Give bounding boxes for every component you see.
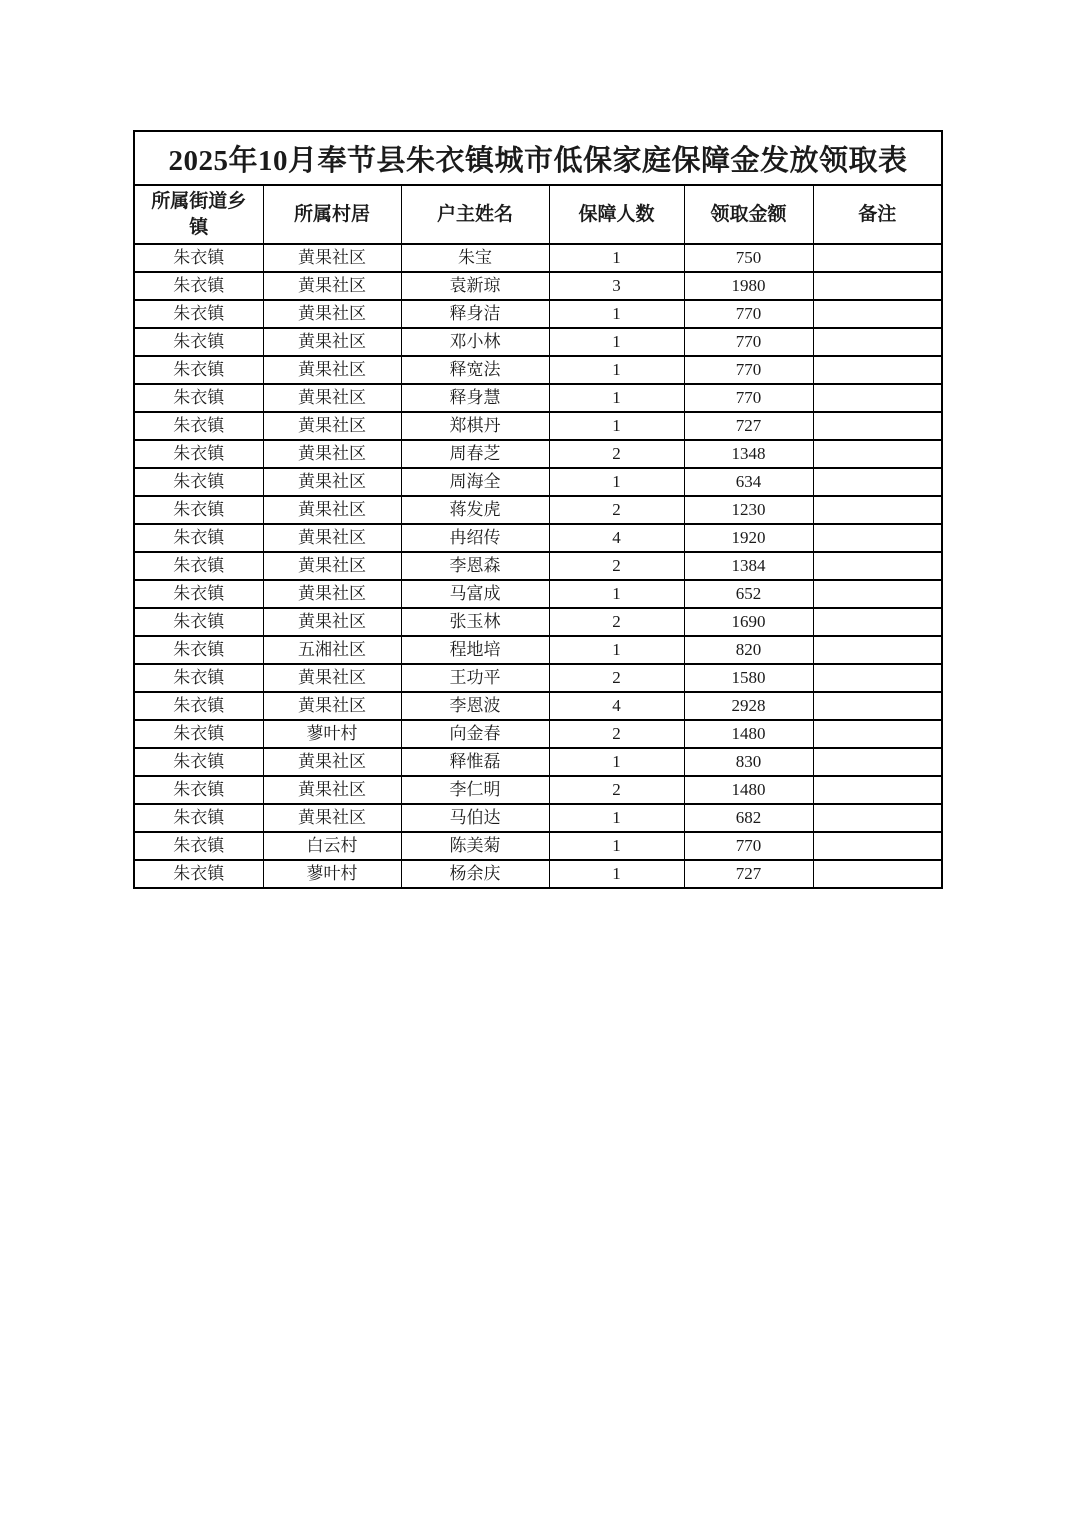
table-cell: 黄果社区 [263,300,401,328]
table-cell: 释宽法 [401,356,549,384]
table-row [134,328,942,356]
table-cell: 820 [684,636,813,664]
table-cell: 张玉林 [401,608,549,636]
table-row [134,496,942,524]
column-header-village: 所属村居 [263,185,401,244]
table-row [134,468,942,496]
table-header-row [134,185,942,244]
table-row [134,636,942,664]
table-cell: 1230 [684,496,813,524]
table-cell: 马伯达 [401,804,549,832]
table-cell [813,580,942,608]
table-cell [813,804,942,832]
table-row [134,608,942,636]
table-cell: 朱衣镇 [134,552,263,580]
table-cell: 朱衣镇 [134,496,263,524]
table-cell: 2 [549,776,684,804]
table-cell: 向金春 [401,720,549,748]
table-cell: 2928 [684,692,813,720]
table-cell: 1 [549,300,684,328]
table-cell: 1 [549,860,684,888]
table-cell: 白云村 [263,832,401,860]
table-cell: 周海全 [401,468,549,496]
table-cell: 1690 [684,608,813,636]
table-cell: 冉绍传 [401,524,549,552]
table-cell: 蓼叶村 [263,860,401,888]
table-cell: 朱衣镇 [134,776,263,804]
table-cell [813,664,942,692]
table-cell: 朱衣镇 [134,664,263,692]
table-cell: 1980 [684,272,813,300]
table-cell: 黄果社区 [263,524,401,552]
column-header-amount: 领取金额 [684,185,813,244]
table-row [134,776,942,804]
table-title-row [134,131,942,185]
table-cell: 朱宝 [401,244,549,272]
table-cell: 黄果社区 [263,692,401,720]
table-row [134,692,942,720]
table-cell: 1 [549,832,684,860]
table-cell: 黄果社区 [263,440,401,468]
table-cell [813,720,942,748]
table-cell: 黄果社区 [263,384,401,412]
table-cell [813,860,942,888]
table-cell [813,328,942,356]
table-cell: 770 [684,832,813,860]
table-cell: 2 [549,720,684,748]
table-row [134,300,942,328]
table-row [134,720,942,748]
table-cell: 1 [549,580,684,608]
table-row [134,580,942,608]
table-cell: 蓼叶村 [263,720,401,748]
table-cell: 750 [684,244,813,272]
table-cell [813,468,942,496]
table-cell: 黄果社区 [263,244,401,272]
table-cell: 释惟磊 [401,748,549,776]
table-cell: 770 [684,356,813,384]
table-cell: 释身洁 [401,300,549,328]
table-cell: 周春芝 [401,440,549,468]
table-cell: 黄果社区 [263,356,401,384]
table-cell: 朱衣镇 [134,328,263,356]
table-cell: 郑棋丹 [401,412,549,440]
table-cell: 1480 [684,720,813,748]
table-cell [813,300,942,328]
table-cell: 王功平 [401,664,549,692]
table-cell: 黄果社区 [263,804,401,832]
table-cell: 朱衣镇 [134,804,263,832]
table-cell: 朱衣镇 [134,832,263,860]
table-cell: 朱衣镇 [134,272,263,300]
table-cell: 652 [684,580,813,608]
table-cell: 李仁明 [401,776,549,804]
column-header-township: 所属街道乡镇 [134,185,263,244]
table-cell: 李恩波 [401,692,549,720]
table-cell: 李恩森 [401,552,549,580]
column-header-name: 户主姓名 [401,185,549,244]
table-cell [813,496,942,524]
table-row [134,440,942,468]
table-cell [813,776,942,804]
table-cell: 朱衣镇 [134,440,263,468]
table-cell [813,832,942,860]
table-cell: 五湘社区 [263,636,401,664]
table-cell [813,356,942,384]
table-cell: 4 [549,692,684,720]
table-cell [813,608,942,636]
table-cell: 黄果社区 [263,776,401,804]
table-cell: 黄果社区 [263,664,401,692]
table-row [134,356,942,384]
table-cell: 陈美菊 [401,832,549,860]
table-cell: 2 [549,608,684,636]
page-title: 2025年10月奉节县朱衣镇城市低保家庭保障金发放领取表 [134,131,942,185]
table-row [134,860,942,888]
table-cell: 2 [549,552,684,580]
table-cell [813,748,942,776]
table-cell: 朱衣镇 [134,468,263,496]
table-cell [813,244,942,272]
table-cell: 朱衣镇 [134,636,263,664]
table-cell: 1 [549,244,684,272]
table-cell: 黄果社区 [263,328,401,356]
table-cell: 朱衣镇 [134,524,263,552]
table-cell: 黄果社区 [263,496,401,524]
table-row [134,272,942,300]
table-cell: 释身慧 [401,384,549,412]
table-cell: 朱衣镇 [134,748,263,776]
table-cell [813,272,942,300]
table-cell [813,384,942,412]
table-row [134,384,942,412]
table-cell: 682 [684,804,813,832]
table-cell: 2 [549,440,684,468]
table-cell: 634 [684,468,813,496]
table-cell: 1 [549,748,684,776]
benefits-table [133,130,943,889]
table-cell: 1 [549,328,684,356]
table-cell [813,692,942,720]
table-cell: 朱衣镇 [134,692,263,720]
table-cell: 1 [549,636,684,664]
table-cell: 袁新琼 [401,272,549,300]
table-cell: 830 [684,748,813,776]
table-cell: 770 [684,384,813,412]
table-cell: 2 [549,664,684,692]
table-cell: 1 [549,412,684,440]
table-cell: 朱衣镇 [134,244,263,272]
table-cell: 1920 [684,524,813,552]
table-cell: 黄果社区 [263,468,401,496]
table-cell: 朱衣镇 [134,580,263,608]
table-cell: 770 [684,300,813,328]
column-header-remarks: 备注 [813,185,942,244]
table-cell: 黄果社区 [263,552,401,580]
table-cell: 黄果社区 [263,748,401,776]
table-cell: 邓小林 [401,328,549,356]
table-cell: 马富成 [401,580,549,608]
table-cell: 朱衣镇 [134,356,263,384]
table-row [134,244,942,272]
table-cell: 朱衣镇 [134,720,263,748]
table-row [134,748,942,776]
table-row [134,412,942,440]
table-cell: 杨余庆 [401,860,549,888]
table-cell: 4 [549,524,684,552]
table-cell: 黄果社区 [263,412,401,440]
table-row [134,552,942,580]
table-cell: 黄果社区 [263,608,401,636]
table-cell: 1 [549,356,684,384]
table-row [134,664,942,692]
table-cell: 黄果社区 [263,272,401,300]
table-cell: 727 [684,860,813,888]
table-cell: 3 [549,272,684,300]
table-cell: 2 [549,496,684,524]
table-cell: 朱衣镇 [134,384,263,412]
table-cell [813,636,942,664]
table-cell: 朱衣镇 [134,300,263,328]
table-row [134,832,942,860]
table-cell: 1480 [684,776,813,804]
table-cell: 1 [549,804,684,832]
table-row [134,524,942,552]
table-cell: 朱衣镇 [134,412,263,440]
table-cell: 蒋发虎 [401,496,549,524]
table-cell: 朱衣镇 [134,860,263,888]
table-cell [813,524,942,552]
table-row [134,804,942,832]
table-cell: 朱衣镇 [134,608,263,636]
table-cell: 1384 [684,552,813,580]
table-cell: 727 [684,412,813,440]
table-cell [813,412,942,440]
table-cell: 770 [684,328,813,356]
column-header-count: 保障人数 [549,185,684,244]
table-body [134,244,942,888]
table-cell: 1580 [684,664,813,692]
table-cell [813,440,942,468]
table-cell: 黄果社区 [263,580,401,608]
table-cell: 1348 [684,440,813,468]
table-cell: 程地培 [401,636,549,664]
table-cell: 1 [549,384,684,412]
table-cell [813,552,942,580]
table-cell: 1 [549,468,684,496]
